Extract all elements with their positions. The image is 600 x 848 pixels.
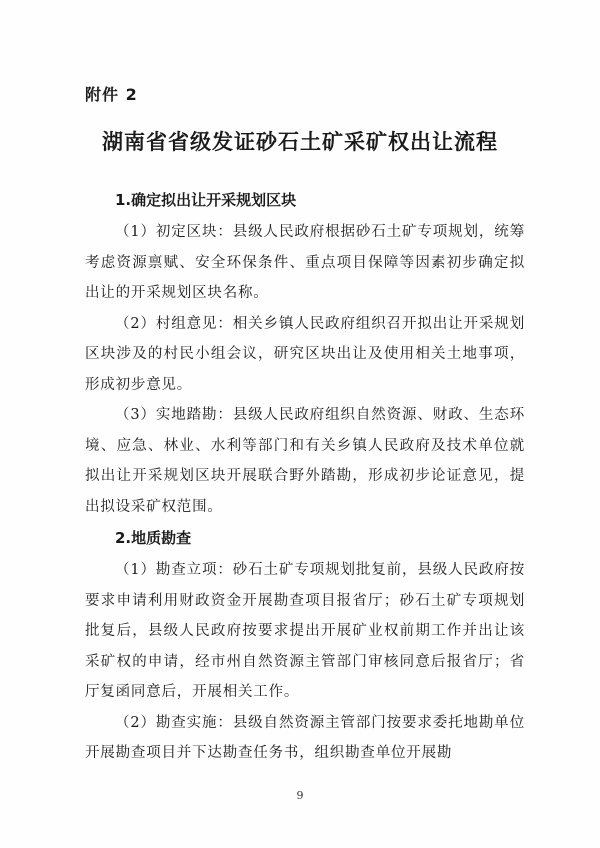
section-heading: 2.地质勘查 <box>115 529 192 547</box>
page-number: 9 <box>296 789 304 802</box>
page-title: 湖南省省级发证砂石土矿采矿权出让流程 <box>102 130 498 154</box>
section-1 <box>85 184 525 522</box>
paragraph: （2）勘查实施：县级自然资源主管部门按要求委托地勘单位开展勘查项目并下达勘查任务书，组织勘查单位开展勘 <box>85 714 525 761</box>
paragraph: （1）初定区块：县级人民政府根据砂石土矿专项规划，统筹考虑资源禀赋、安全环保条件、重点项目保障等因素初步确定拟出让的开采规划区块名称。 <box>85 224 525 301</box>
attachment-label: 附件 2 <box>85 85 138 104</box>
section-heading: 1.确定拟出让开采规划区块 <box>115 191 297 209</box>
section-2 <box>85 522 525 769</box>
paragraph: （1）勘查立项：砂石土矿专项规划批复前，县级人民政府按要求申请利用财政资金开展勘查项目报省厅；砂石土矿专项规划批复后，县级人民政府按要求提出开展矿业权前期工作并出让该采矿权的申请，经市州自然资源主管部门审核同意后报省厅；省厅复函同意后，开展相关工作。 <box>85 562 525 700</box>
document-body <box>85 184 525 769</box>
paragraph: （2）村组意见：相关乡镇人民政府组织召开拟出让开采规划区块涉及的村民小组会议，研究区块出让及使用相关土地事项，形成初步意见。 <box>85 315 525 393</box>
paragraph: （3）实地踏勘：县级人民政府组织自然资源、财政、生态环境、应急、林业、水利等部门和有关乡镇人民政府及技术单位就拟出让开采规划区块开展联合野外踏勘，形成初步论证意见，提出拟设采矿权范围。 <box>85 407 525 515</box>
